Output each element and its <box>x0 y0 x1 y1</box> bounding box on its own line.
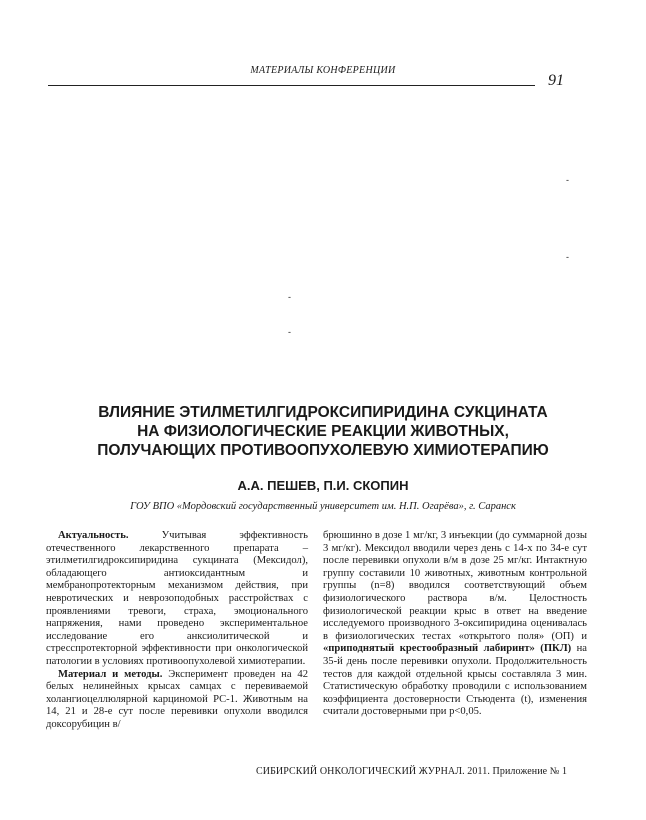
relevance-text: Учитывая эффективность отечественного лекарственного препарата – этилметилгидроксипиридина сукцината (Мексидол), обладающего антиоксидантным и мембранопротекторным механизмом действия, при невротических и неврозоподобных расстройствах с проявлениями тревоги, страха, эмоционального напряжения, нами проведено экспериментальное исследование его анксиолитической и стресспротекторной эффективности при онкологической патологии в условиях противоопухолевой химиотерапии. <box>46 530 308 667</box>
methods-continued-text-2: на 35-й день после перевивки опухоли. Продолжительность тестов для каждой отдельной крысы составляла 3 мин. Статистическую обработку проводили с использованием коэффициента достоверности Стьюдента (t), изменения считали достоверными при р<0,05. <box>323 643 587 718</box>
stray-mark: - <box>566 175 569 185</box>
methods-text: Эксперимент проведен на 42 белых нелинейных крысах самцах с перевиваемой холангиоцеллюлярной карциномой РС-1. Животным на 14, 21 и 28-е сут после перевивки опухоли вводился доксорубицин в/ <box>46 668 308 730</box>
title-line: ВЛИЯНИЕ ЭТИЛМЕТИЛГИДРОКСИПИРИДИНА СУКЦИНАТА <box>98 404 548 421</box>
left-column <box>46 530 308 732</box>
methods-continued-paragraph <box>323 530 587 719</box>
authors: А.А. ПЕШЕВ, П.И. СКОПИН <box>237 478 409 493</box>
page-number: 91 <box>548 72 564 89</box>
methods-heading: Материал и методы. <box>58 668 163 680</box>
methods-paragraph <box>46 669 308 732</box>
stray-mark: - <box>288 292 291 302</box>
header-rule <box>48 85 535 86</box>
running-title: МАТЕРИАЛЫ КОНФЕРЕНЦИИ <box>250 65 396 76</box>
methods-continued-text: брюшинно в дозе 1 мг/кг, 3 инъекции (до суммарной дозы 3 мг/кг). Мексидол вводили через день с 14-х по 34-е сут после перевивки опухоли в/м в дозе 25 мг/кг. Интактную группу составили 10 животных, животным контрольной группы (n=8) вводился соответствующий объем физиологического раствора в/м. Целостность физиологической реакции крыс в ответ на введение исследуемого производного 3-оксипиридина оценивалась в физиологических тестах «открытого поля» (ОП) и <box>323 530 587 642</box>
relevance-heading: Актуальность. <box>58 530 129 541</box>
title-line: НА ФИЗИОЛОГИЧЕСКИЕ РЕАКЦИИ ЖИВОТНЫХ, <box>137 423 509 440</box>
relevance-paragraph <box>46 530 308 669</box>
maze-test-name: «приподнятый крестообразный лабиринт» (ПКЛ) <box>323 643 572 655</box>
right-column <box>323 530 587 719</box>
stray-mark: - <box>566 252 569 262</box>
affiliation: ГОУ ВПО «Мордовский государственный университет им. Н.П. Огарёва», г. Саранск <box>130 501 516 512</box>
title-line: ПОЛУЧАЮЩИХ ПРОТИВООПУХОЛЕВУЮ ХИМИОТЕРАПИЮ <box>97 442 549 459</box>
journal-footer: СИБИРСКИЙ ОНКОЛОГИЧЕСКИЙ ЖУРНАЛ. 2011. Приложение № 1 <box>256 766 568 777</box>
article-title <box>40 403 606 460</box>
stray-mark: - <box>288 327 291 337</box>
